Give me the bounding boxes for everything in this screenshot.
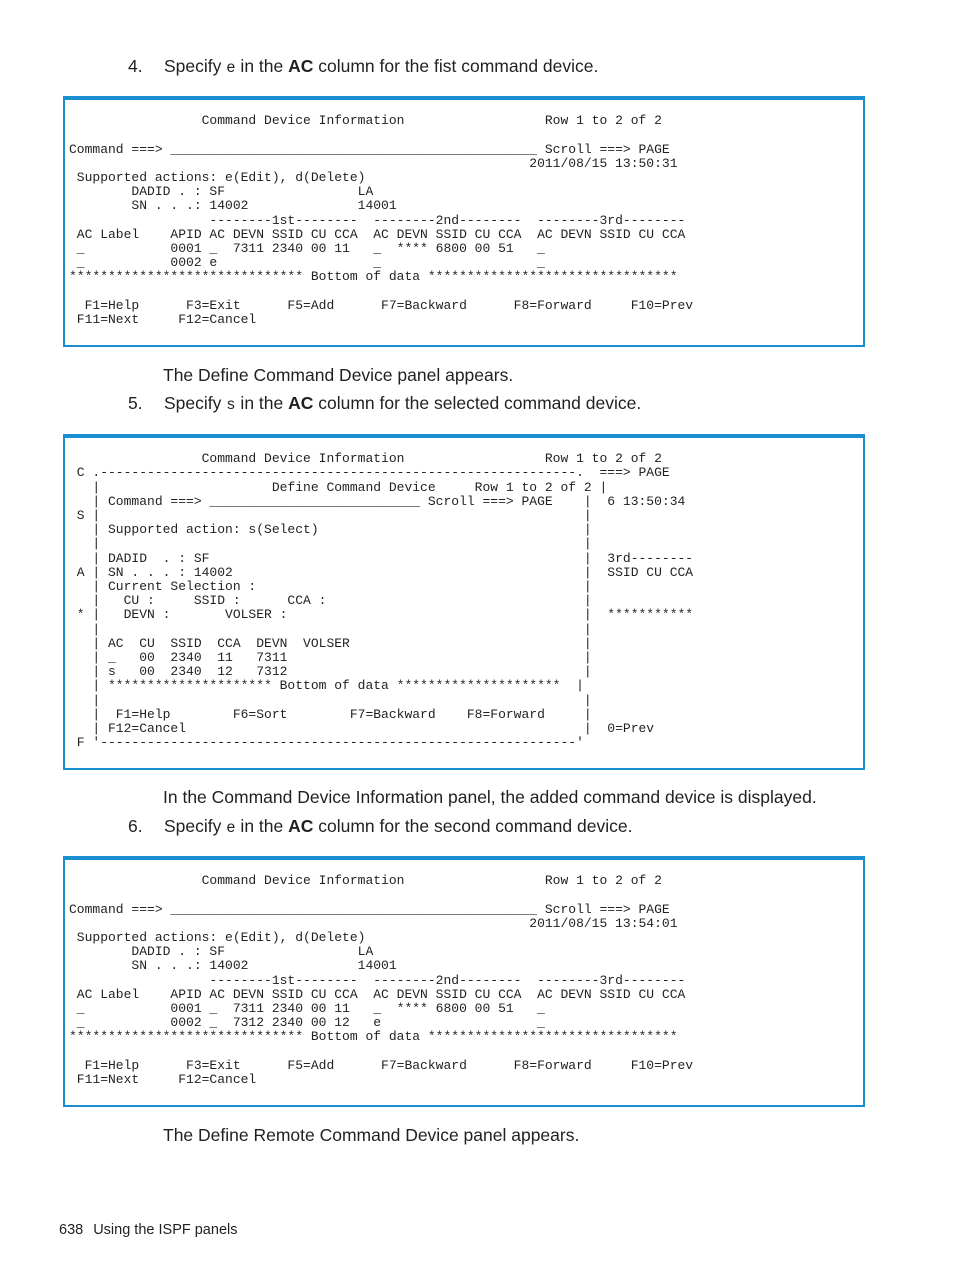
panel-text: [69, 860, 693, 1087]
panel-line: | Current Selection : |: [69, 579, 592, 595]
panel-line: Command ===> _______________________________________________ Scroll ===> PAGE: [69, 141, 670, 157]
panel-line: _ 0002 e _ _: [69, 255, 545, 271]
define-command-device-panel: [63, 434, 865, 770]
panel-line: A | SN . . . : 14002 | SSID CU CCA: [69, 564, 694, 580]
panel-text: [69, 438, 693, 750]
panel-line: _ 0002 _ 7312 2340 00 12 e _: [69, 1015, 545, 1031]
panel-line: F '-------------------------------------------------------------': [69, 735, 584, 751]
panel-line: Command ===> _______________________________________________ Scroll ===> PAGE: [69, 901, 670, 917]
panel-line: --------1st-------- --------2nd-------- --------3rd--------: [69, 212, 686, 228]
panel-line: Supported actions: e(Edit), d(Delete): [69, 930, 366, 946]
panel-line: Command Device Information Row 1 to 2 of 2: [69, 873, 662, 889]
panel-line: SN . . .: 14002 14001: [69, 958, 397, 974]
panel-line: | |: [69, 536, 592, 552]
command-device-info-panel-1: [63, 96, 865, 347]
panel-line: Supported actions: e(Edit), d(Delete): [69, 170, 366, 186]
panel-line: --------1st-------- --------2nd-------- --------3rd--------: [69, 972, 686, 988]
panel-line: | |: [69, 692, 592, 708]
step-6: 6. Specify e in the AC column for the second command device.: [128, 816, 633, 837]
panel-line: | ********************* Bottom of data ********************* |: [69, 678, 584, 694]
panel-line: F1=Help F3=Exit F5=Add F7=Backward F8=Forward F10=Prev: [69, 297, 694, 313]
panel-text: [69, 100, 693, 327]
panel-line: S | |: [69, 508, 592, 524]
panel-line: Command Device Information Row 1 to 2 of 2: [69, 113, 662, 129]
panel-line: Command Device Information Row 1 to 2 of 2: [69, 451, 662, 467]
panel-line: | Supported action: s(Select) |: [69, 522, 592, 538]
panel-line: C .-------------------------------------------------------------. ===> PAGE: [69, 465, 670, 481]
panel-line: | |: [69, 621, 592, 637]
panel-line: | Command ===> ___________________________ Scroll ===> PAGE | 6 13:50:34: [69, 493, 686, 509]
panel-line: | _ 00 2340 11 7311 |: [69, 650, 592, 666]
panel-line: 2011/08/15 13:54:01: [69, 915, 678, 931]
step-5: 5. Specify s in the AC column for the selected command device.: [128, 393, 642, 414]
panel-line: AC Label APID AC DEVN SSID CU CCA AC DEVN SSID CU CCA AC DEVN SSID CU CCA: [69, 226, 686, 242]
panel-line: ****************************** Bottom of data ********************************: [69, 1029, 678, 1045]
panel-line: * | DEVN : VOLSER : | ***********: [69, 607, 694, 623]
step-number: 6.: [128, 816, 143, 836]
step-4: 4. Specify e in the AC column for the fist command device.: [128, 56, 599, 77]
panel-line: ****************************** Bottom of data ********************************: [69, 269, 678, 285]
page-footer: [59, 1222, 237, 1238]
panel-line: F1=Help F3=Exit F5=Add F7=Backward F8=Forward F10=Prev: [69, 1057, 694, 1073]
panel-2-caption: In the Command Device Information panel, the added command device is displayed.: [163, 787, 817, 807]
inline-code: s: [226, 396, 236, 414]
panel-3-caption: The Define Remote Command Device panel appears.: [163, 1125, 580, 1145]
panel-1-caption: The Define Command Device panel appears.: [163, 365, 514, 385]
panel-line: SN . . .: 14002 14001: [69, 198, 397, 214]
panel-line: 2011/08/15 13:50:31: [69, 155, 678, 171]
panel-line: | Define Command Device Row 1 to 2 of 2 |: [69, 479, 608, 495]
inline-code: e: [226, 59, 236, 77]
panel-line: _ 0001 _ 7311 2340 00 11 _ **** 6800 00 51 _: [69, 1001, 545, 1017]
panel-line: | s 00 2340 12 7312 |: [69, 664, 592, 680]
panel-line: DADID . : SF LA: [69, 184, 374, 200]
panel-line: | CU : SSID : CCA : |: [69, 593, 592, 609]
panel-line: F11=Next F12=Cancel: [69, 312, 257, 328]
step-number: 5.: [128, 393, 143, 413]
panel-line: | DADID . : SF | 3rd--------: [69, 550, 694, 566]
panel-line: DADID . : SF LA: [69, 944, 374, 960]
panel-line: | F1=Help F6=Sort F7=Backward F8=Forward |: [69, 706, 592, 722]
panel-line: F11=Next F12=Cancel: [69, 1072, 257, 1088]
panel-line: _ 0001 _ 7311 2340 00 11 _ **** 6800 00 51 _: [69, 241, 545, 257]
inline-code: e: [226, 819, 236, 837]
panel-line: AC Label APID AC DEVN SSID CU CCA AC DEVN SSID CU CCA AC DEVN SSID CU CCA: [69, 986, 686, 1002]
command-device-info-panel-2: [63, 856, 865, 1107]
step-number: 4.: [128, 56, 143, 76]
panel-line: | AC CU SSID CCA DEVN VOLSER |: [69, 635, 592, 651]
section-title: Using the ISPF panels: [93, 1222, 238, 1238]
panel-line: | F12=Cancel | 0=Prev: [69, 721, 655, 737]
page-number: 638: [59, 1222, 84, 1238]
